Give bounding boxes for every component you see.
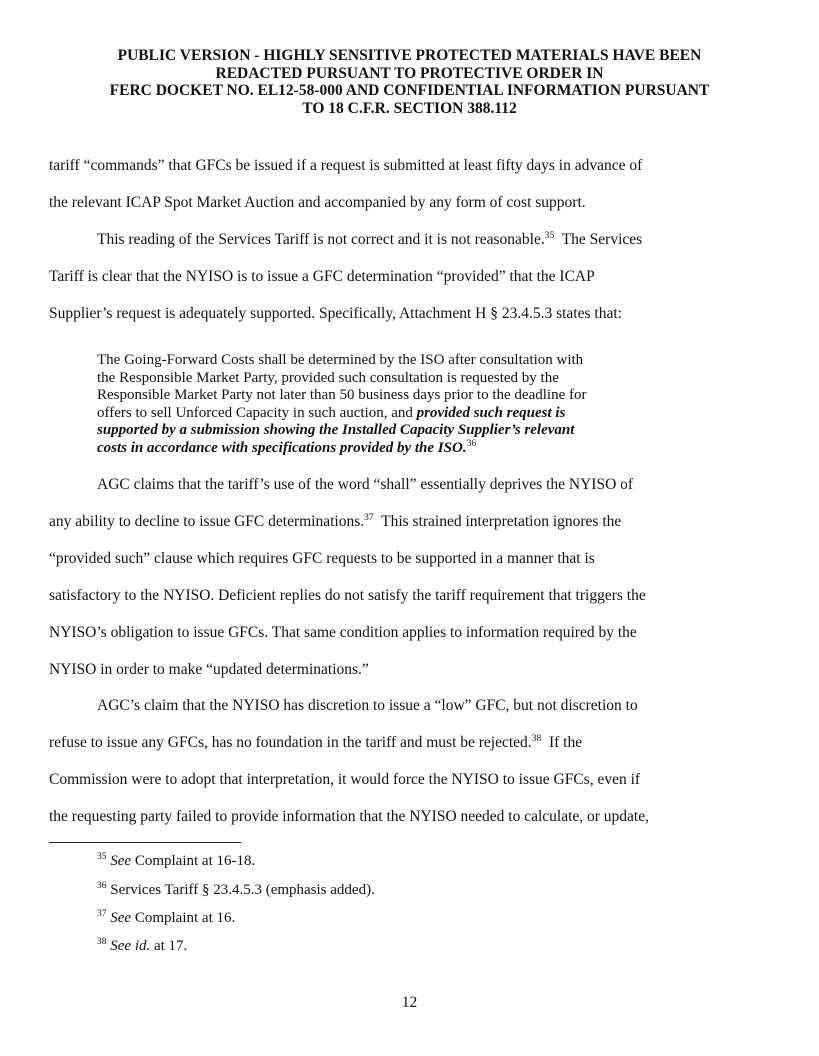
block-quote [97, 352, 697, 457]
body-line: AGC’s claim that the NYISO has discretion to issue a “low” GFC, but not discretion to [97, 697, 638, 714]
body-line: “provided such” clause which requires GFC requests to be supported in a manner that is [49, 550, 595, 567]
body-line: Commission were to adopt that interpretation, it would force the NYISO to issue GFCs, even if [49, 771, 641, 788]
document-header [40, 47, 779, 117]
body-line [49, 734, 582, 752]
footnote-text: Services Tariff § 23.4.5.3 (emphasis added). [106, 882, 375, 898]
body-line: Supplier’s request is adequately supported. Specifically, Attachment H § 23.4.5.3 states that: [49, 305, 622, 322]
text-run: This strained interpretation ignores the [373, 513, 622, 530]
quote-line: supported by a submission showing the Installed Capacity Supplier’s relevant [97, 422, 575, 438]
body-line: the requesting party failed to provide information that the NYISO needed to calculate, or update, [49, 808, 649, 825]
text-run: The Services [554, 231, 643, 248]
footnote-number: 37 [97, 909, 107, 919]
text-run: any ability to decline to issue GFC determinations. [49, 513, 365, 530]
body-line: AGC claims that the tariff’s use of the word “shall” essentially deprives the NYISO of [97, 476, 634, 493]
text-run: offers to sell Unforced Capacity in such auction, and [97, 404, 417, 421]
quote-line: Responsible Market Party not later than 50 business days prior to the deadline for [97, 387, 587, 403]
footnote-number: 36 [97, 881, 107, 891]
header-line: REDACTED PURSUANT TO PROTECTIVE ORDER IN [215, 64, 604, 82]
text-run: refuse to issue any GFCs, has no foundation in the tariff and must be rejected. [49, 734, 532, 751]
body-line [97, 231, 642, 249]
body-line: the relevant ICAP Spot Market Auction and accompanied by any form of cost support. [49, 194, 586, 211]
footnote-ref: 35 [544, 231, 555, 241]
quote-line: the Responsible Market Party, provided such consultation is requested by the [97, 369, 559, 386]
body-line [49, 513, 621, 531]
page-number: 12 [401, 994, 418, 1011]
footnote [97, 910, 235, 927]
body-line: NYISO’s obligation to issue GFCs. That same condition applies to information required by the [49, 624, 637, 641]
header-line: PUBLIC VERSION - HIGHLY SENSITIVE PROTECTED MATERIALS HAVE BEEN [117, 47, 702, 64]
footnote [97, 938, 187, 955]
footnote-separator [49, 842, 241, 843]
quote-line [97, 405, 697, 423]
emphasis-text: costs in accordance with specifications provided by the ISO. [97, 439, 467, 456]
header-line: TO 18 C.F.R. SECTION 388.112 [302, 99, 517, 117]
footnote [97, 853, 255, 870]
body-line: satisfactory to the NYISO. Deficient replies do not satisfy the tariff requirement that triggers the [49, 587, 646, 604]
text-run: If the [541, 734, 583, 751]
footnote-text: See id. at 17. [110, 938, 188, 954]
footnote-text: See Complaint at 16. [110, 910, 236, 926]
quote-line: The Going-Forward Costs shall be determined by the ISO after consultation with [97, 352, 584, 368]
footnote-text: See Complaint at 16-18. [110, 853, 256, 869]
header-line: FERC DOCKET NO. EL12-58-000 AND CONFIDENTIAL INFORMATION PURSUANT [109, 82, 710, 99]
footnote-ref: 37 [364, 513, 374, 523]
footnote-number: 38 [97, 937, 107, 947]
footnote-ref: 36 [466, 438, 477, 449]
footnote [97, 882, 375, 899]
body-line: Tariff is clear that the NYISO is to issue a GFC determination “provided” that the ICAP [49, 268, 595, 285]
text-run: This reading of the Services Tariff is not correct and it is not reasonable. [97, 231, 545, 248]
quote-line [97, 440, 697, 458]
body-line: NYISO in order to make “updated determinations.” [49, 661, 369, 678]
body-line: tariff “commands” that GFCs be issued if a request is submitted at least fifty days in advance of [49, 157, 643, 174]
emphasis-text: provided such request is [416, 404, 566, 421]
footnote-number: 35 [97, 852, 107, 862]
footnote-ref: 38 [531, 734, 542, 744]
